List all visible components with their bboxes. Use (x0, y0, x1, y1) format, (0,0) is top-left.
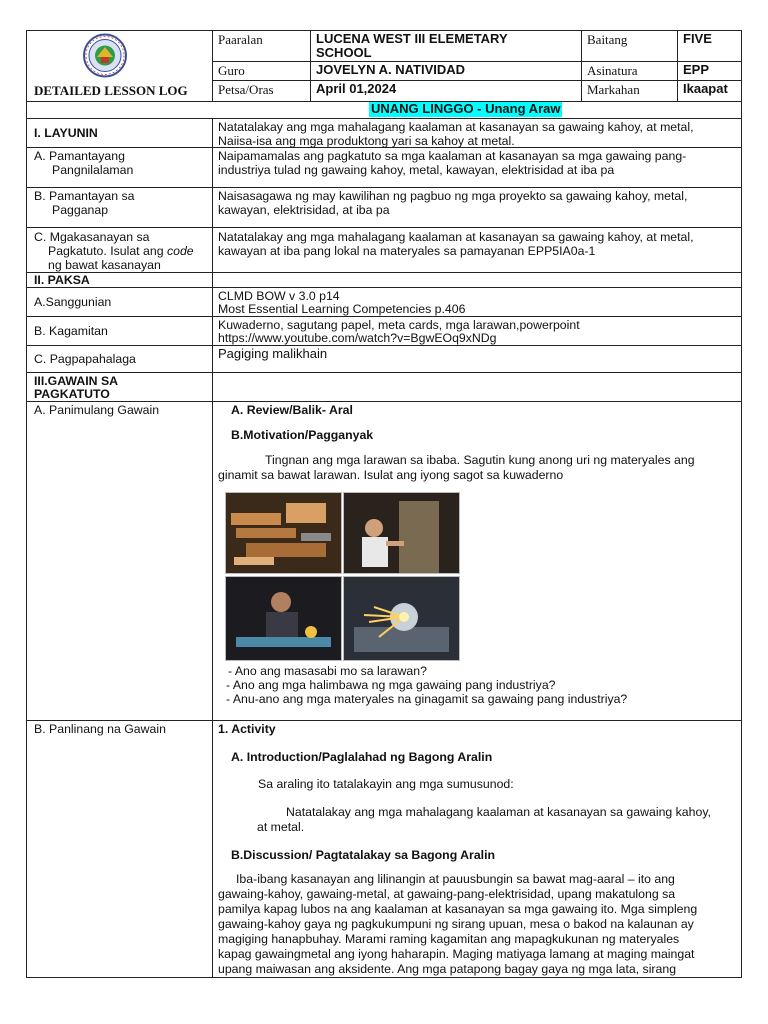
topic-text: Natatalakay ang mga mahalagang kaalaman at kasanayan sa gawaing kahoy, (286, 805, 711, 819)
motivation-question-2: - Ano ang mga halimbawa ng mga gawaing pang industriya? (226, 678, 556, 692)
discussion-paragraph-line: pamilya kapag lubos na ang kaalaman at kasanayan sa mga gawaing ito. Mga simpleng (218, 902, 698, 916)
header-divider (677, 30, 678, 101)
pamantayan-pagganap-label: B. Pamantayan sa (34, 189, 135, 203)
metalworker-photo (225, 576, 342, 661)
sanggunian-text: CLMD BOW v 3.0 p14 (218, 289, 340, 303)
sculptor-photo (343, 492, 460, 574)
row-divider (26, 227, 742, 228)
baitang-value: FIVE (683, 31, 712, 46)
panlinang-gawain-label: B. Panlinang na Gawain (34, 722, 166, 736)
introduction-heading: A. Introduction/Paglalahad ng Bagong Aralin (231, 750, 493, 764)
guro-label: Guro (218, 63, 245, 78)
layunin-text: Natatalakay ang mga mahalagang kaalaman at kasanayan sa gawaing kahoy, at metal, (218, 120, 694, 134)
motivation-question-3: - Anu-ano ang mga materyales na ginagamit sa gawaing pang industriya? (226, 692, 628, 706)
pamantayang-pangnilalaman-label: A. Pamantayang (34, 149, 125, 163)
column-divider (212, 118, 213, 978)
paaralan-value: LUCENA WEST III ELEMETARY (316, 31, 508, 46)
week-banner: UNANG LINGGO - Unang Araw (371, 101, 561, 116)
sanggunian-text-2: Most Essential Learning Competencies p.406 (218, 302, 466, 316)
mgakasanayan-text-2: kawayan at iba pang lokal na materyales sa pamayanan EPP5IA0a-1 (218, 244, 596, 258)
discussion-paragraph-line: magiging hanapbuhay. Marami raming kagamitan ang mapagkukunan ng materyales (218, 932, 680, 946)
paaralan-label: Paaralan (218, 32, 263, 47)
row-divider (26, 372, 742, 373)
asinatura-value: EPP (683, 62, 710, 77)
woodworking-photo (225, 492, 342, 574)
log-title: DETAILED LESSON LOG (34, 83, 188, 98)
header-divider (310, 30, 311, 101)
table-border-right (741, 30, 742, 978)
pamantayang-pangnilalaman-label-2: Pangnilalaman (52, 163, 134, 177)
motivation-heading: B.Motivation/Pagganyak (231, 428, 374, 442)
markahan-label: Markahan (587, 82, 640, 97)
row-divider (26, 272, 742, 273)
activity-heading: 1. Activity (218, 722, 276, 736)
motivation-question: - Ano ang masasabi mo sa larawan? (228, 664, 427, 678)
school-seal-logo (81, 33, 129, 78)
discussion-heading: B.Discussion/ Pagtatalakay sa Bagong Aralin (231, 848, 496, 862)
petsa-label: Petsa/Oras (218, 82, 274, 97)
topic-text-2: at metal. (257, 820, 305, 834)
table-border-bottom (26, 977, 742, 978)
row-divider (26, 316, 742, 317)
row-divider (26, 401, 742, 402)
paksa-label: II. PAKSA (34, 273, 90, 287)
header-divider (212, 80, 742, 81)
grinding-sparks-photo (343, 576, 460, 661)
pamantayan-pagganap-label-2: Pagganap (52, 203, 109, 217)
header-divider (212, 30, 213, 101)
layunin-label: I. LAYUNIN (34, 126, 98, 140)
motivation-instruction-2: ginamit sa bawat larawan. Isulat ang iyong sagot sa kuwaderno (218, 468, 564, 482)
row-divider (26, 187, 742, 188)
introduction-text: Sa araling ito tatalakayin ang mga sumusunod: (258, 777, 514, 791)
pamantayang-pangnilalaman-text: Naipamamalas ang pagkatuto sa mga kaalaman at kasanayan sa mga gawaing pang- (218, 149, 687, 163)
pagpapahalaga-label: C. Pagpapahalaga (34, 352, 136, 366)
sanggunian-label: A.Sanggunian (34, 295, 112, 309)
row-divider (26, 287, 742, 288)
gawain-label-2: PAGKATUTO (34, 387, 110, 401)
row-divider (26, 118, 742, 119)
kagamitan-text: Kuwaderno, sagutang papel, meta cards, mga larawan,powerpoint (218, 318, 580, 332)
mgakasanayan-label: C. Mgakasanayan sa (34, 230, 150, 244)
row-divider (26, 345, 742, 346)
pagpapahalaga-value: Pagiging malikhain (218, 346, 328, 361)
panimulang-gawain-label: A. Panimulang Gawain (34, 403, 160, 417)
mgakasanayan-text: Natatalakay ang mga mahalagang kaalaman at kasanayan sa gawaing kahoy, at metal, (218, 230, 694, 244)
discussion-paragraph-line: gawaing-kahoy gaya ng pagkukumpuni ng sirang upuan, mesa o bakod na kalaunan ay (218, 917, 694, 931)
paaralan-value-2: SCHOOL (316, 45, 372, 60)
layunin-text-2: Naiisa-isa ang mga produktong yari sa kahoy at metal. (218, 134, 515, 148)
pamantayan-pagganap-text-2: kawayan, elektrisidad, at iba pa (218, 203, 390, 217)
baitang-label: Baitang (587, 32, 628, 47)
pamantayan-pagganap-text: Naisasagawa ng may kawilihan ng pagbuo ng mga proyekto sa gawaing kahoy, metal, (218, 189, 688, 203)
discussion-paragraph-line: gawaing-kahoy, gawaing-metal, at gawaing-pang-elektrisidad, upang makatulong sa (218, 887, 676, 901)
header-divider (581, 30, 582, 101)
pamantayang-pangnilalaman-text-2: industriya tulad ng gawaing kahoy, metal, kawayan, elektrisidad at iba pa (218, 163, 615, 177)
kagamitan-label: B. Kagamitan (34, 324, 108, 338)
asinatura-label: Asinatura (587, 63, 638, 78)
mgakasanayan-label-3: ng bawat kasanayan (48, 258, 161, 272)
petsa-value: April 01,2024 (316, 81, 397, 96)
table-border-left (26, 30, 27, 978)
markahan-value: Ikaapat (683, 81, 728, 96)
motivation-instruction: Tingnan ang mga larawan sa ibaba. Sagutin kung anong uri ng materyales ang (265, 453, 695, 467)
discussion-paragraph-line: upang maiwasan ang aksidente. Ang mga patapong bagay gaya ng mga lata, sirang (218, 962, 677, 976)
header-divider (212, 61, 742, 62)
review-heading: A. Review/Balik- Aral (231, 403, 353, 417)
kagamitan-link[interactable]: https://www.youtube.com/watch?v=BgwEOq9xNDg (218, 331, 497, 345)
mgakasanayan-label-2: Pagkatuto. Isulat ang code (48, 244, 194, 258)
row-divider (26, 720, 742, 721)
discussion-paragraph-line: kapag gawaingmetal ang iyong haharapin. Maging matiyaga lamang at maging maingat (218, 947, 695, 961)
gawain-label: III.GAWAIN SA (34, 374, 119, 388)
discussion-paragraph-line: Iba-ibang kasanayan ang lilinangin at pauusbungin sa bawat mag-aaral – ito ang (236, 872, 675, 886)
guro-value: JOVELYN A. NATIVIDAD (316, 62, 466, 77)
